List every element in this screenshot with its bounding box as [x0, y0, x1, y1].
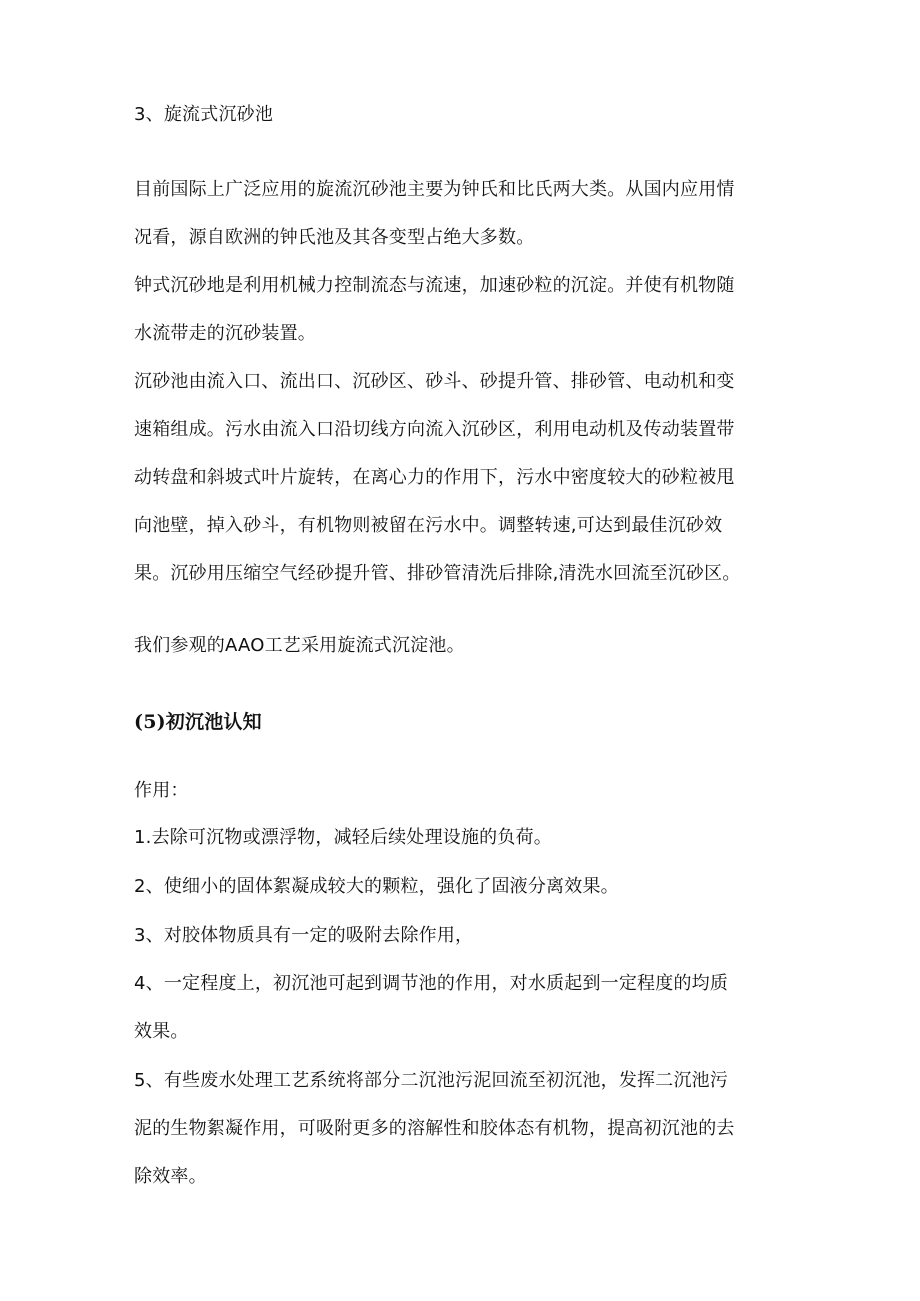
- list-item-continuation: 效果。: [134, 1021, 189, 1042]
- list-item-continuation: 泥的生物絮凝作用，可吸附更多的溶解性和胶体态有机物，提高初沉池的去: [134, 1118, 735, 1139]
- list-item: 4、一定程度上，初沉池可起到调节池的作用，对水质起到一定程度的均质: [134, 973, 729, 994]
- section-heading-3: 3、旋流式沉砂池: [134, 104, 274, 125]
- paragraph-line: 况看，源自欧洲的钟氏池及其各变型占绝大多数。: [134, 227, 535, 248]
- paragraph-line: 速箱组成。污水由流入口沿切线方向流入沉砂区，利用电动机及传动装置带: [134, 419, 735, 440]
- list-item-continuation: 除效率。: [134, 1166, 207, 1187]
- section-heading-5: (5)初沉池认知: [134, 711, 262, 733]
- list-item: 5、有些废水处理工艺系统将部分二沉池污泥回流至初沉池，发挥二沉池污: [134, 1070, 729, 1091]
- function-label: 作用：: [134, 780, 189, 801]
- aao-note: 我们参观的AAO工艺采用旋流式沉淀池。: [134, 635, 465, 656]
- paragraph-line: 沉砂池由流入口、流出口、沉砂区、砂斗、砂提升管、排砂管、电动机和变: [134, 371, 735, 392]
- list-item: 1.去除可沉物或漂浮物，减轻后续处理设施的负荷。: [134, 827, 552, 848]
- paragraph-line: 向池壁，掉入砂斗，有机物则被留在污水中。调整转速,可达到最佳沉砂效: [134, 515, 723, 536]
- paragraph-line: 钟式沉砂地是利用机械力控制流态与流速，加速砂粒的沉淀。并使有机物随: [134, 275, 735, 296]
- list-item: 3、对胶体物质具有一定的吸附去除作用，: [134, 925, 474, 946]
- paragraph-line: 水流带走的沉砂装置。: [134, 323, 316, 344]
- paragraph-line: 目前国际上广泛应用的旋流沉砂池主要为钟氏和比氏两大类。从国内应用情: [134, 179, 735, 200]
- list-item: 2、使细小的固体絮凝成较大的颗粒，强化了固液分离效果。: [134, 876, 619, 897]
- paragraph-line: 动转盘和斜坡式叶片旋转，在离心力的作用下，污水中密度较大的砂粒被甩: [134, 467, 735, 488]
- paragraph-line: 果。沉砂用压缩空气经砂提升管、排砂管清洗后排除,清洗水回流至沉砂区。: [134, 563, 741, 584]
